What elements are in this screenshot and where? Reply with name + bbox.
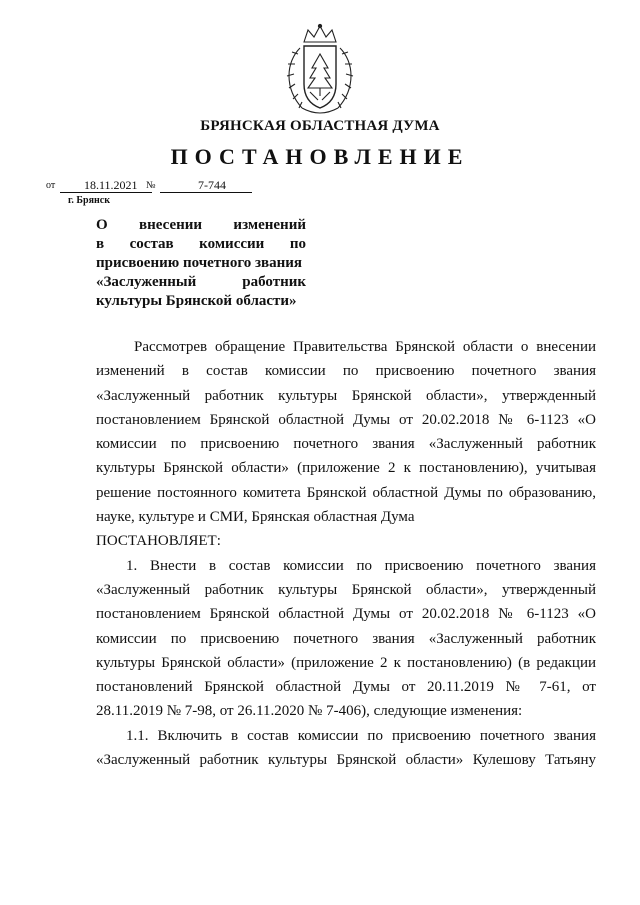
item-1-1-paragraph: 1.1. Включить в состав комиссии по присвоению почетного звания «Заслуженный работник культуры Брянской области» Кулешову Татьяну <box>96 727 596 769</box>
item-1-paragraph: 1. Внести в состав комиссии по присвоению почетного звания «Заслуженный работник культуры Брянской области», утвержденный постановлением Брянской областной Думы от 20.02.2018 № 6-1123 «О комиссии по присвоению почетного звания «Заслуженный работник культуры Брянской области» (приложение 2 к постановлению) (в редакции постановлений Брянской областной Думы от 20.11.2019 № 7-61, от 28.11.2019 № 7-98, от 26.11.2020 № 7-406), следующие изменения: <box>96 557 596 720</box>
number-label: № <box>146 180 156 191</box>
city: г. Брянск <box>68 195 110 206</box>
title-line: «Заслуженный работник <box>96 274 306 290</box>
document-body <box>96 335 596 772</box>
title-line: культуры Брянской области» <box>96 293 297 309</box>
from-label: от <box>46 180 56 191</box>
title-line: в состав комиссии по <box>96 236 306 252</box>
document-number: 7-744 <box>198 178 226 192</box>
document-date: 18.11.2021 <box>84 178 138 192</box>
title-line: О внесении изменений <box>96 217 306 233</box>
document-title <box>96 216 306 311</box>
title-line: присвоению почетного звания <box>96 255 303 271</box>
preamble-paragraph: Рассмотрев обращение Правительства Брянской области о внесении изменений в состав комиссии по присвоению почетного звания «Заслуженный работник культуры Брянской области», утвержденный постановлением Брянской областной Думы от 20.02.2018 № 6-1123 «О комиссии по присвоению почетного звания «Заслуженный работник культуры Брянской области» (приложение 2 к постановлению), учитывая решение постоянного комитета Брянской областной Думы по образованию, науке, культуре и СМИ, Брянская областная Дума <box>96 339 596 526</box>
organization-name: БРЯНСКАЯ ОБЛАСТНАЯ ДУМА <box>200 118 440 134</box>
resolves-heading: ПОСТАНОВЛЯЕТ: <box>96 533 221 550</box>
bryansk-coat-of-arms-icon <box>268 22 372 122</box>
document-type: ПОСТАНОВЛЕНИЕ <box>170 144 470 169</box>
